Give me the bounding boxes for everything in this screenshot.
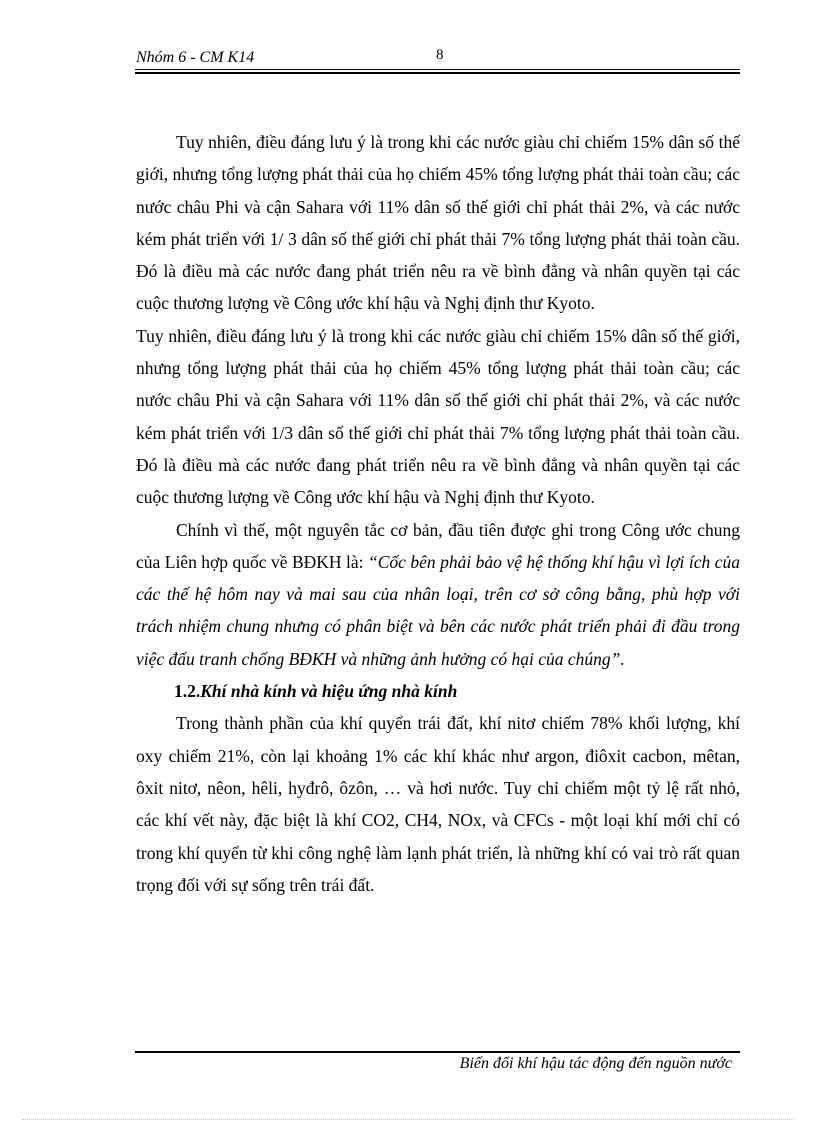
paragraph-2: Tuy nhiên, điều đáng lưu ý là trong khi các nước giàu chỉ chiếm 15% dân số thế giới, nhưng tổng lượng phát thải của họ chiếm 45% tổng lượng phát thải toàn cầu; các nước châu Phi và cận Sahara với 11% dân số thế giới chỉ phát thải 2%, và các nước kém phát triển với 1/3 dân số thế giới chỉ phát thải 7% tổng lượng phát thải toàn cầu. Đó là điều mà các nước đang phát triển nêu ra về bình đẳng và nhân quyền tại các cuộc thương lượng về Công ước khí hậu và Nghị định thư Kyoto. [136,325,740,508]
footer-title: Biến đổi khí hậu tác động đến nguồn nước [459,1055,732,1072]
document-body [136,126,740,901]
header-rule-thick [135,72,740,74]
unfccc-principle-quote: “Cốc bên phải bảo vệ hệ thống khí hậu vì lợi ích của các thế hệ hôm nay và mai sau của nhân loại, trên cơ sở công bằng, phù hợp với trách nhiệm chung nhưng có phân biệt và bên các nước phát triển phải đi đầu trong việc đấu tranh chống BĐKH và những ảnh hưởng có hại của chúng”. [136,551,740,669]
section-title: Khí nhà kính và hiệu ứng nhà kính [200,681,458,702]
paragraph-4: Trong thành phần của khí quyển trái đất, khí nitơ chiếm 78% khối lượng, khí oxy chiếm 21%, còn lại khoảng 1% các khí khác như argon, điôxit cacbon, mêtan, ôxit nitơ, nêon, hêli, hyđrô, ôzôn, … và hơi nước. Tuy chỉ chiếm một tỷ lệ rất nhỏ, các khí vết này, đặc biệt là khí CO2, CH4, NOx, và CFCs - một loại khí mới chỉ có trong khí quyển từ khi công nghệ làm lạnh phát triển, là những khí có vai trò rất quan trọng đối với sự sống trên trái đất. [136,713,740,895]
section-number: 1.2. [174,681,201,702]
footer-rule [135,1051,740,1053]
header-rule-thin [135,69,740,70]
paragraph-3 [136,514,740,675]
page-edge-dotted-line [22,1119,794,1120]
page-number: 8 [436,47,444,63]
paragraph-1: Tuy nhiên, điều đáng lưu ý là trong khi các nước giàu chỉ chiếm 15% dân số thế giới, nhưng tổng lượng phát thải của họ chiếm 45% tổng lượng phát thải toàn cầu; các nước châu Phi và cận Sahara với 11% dân số thế giới chỉ phát thải 2%, và các nước kém phát triển với 1/ 3 dân số thế giới chỉ phát thải 7% tổng lượng phát thải toàn cầu. Đó là điều mà các nước đang phát triển nêu ra về bình đẳng và nhân quyền tại các cuộc thương lượng về Công ước khí hậu và Nghị định thư Kyoto. [136,132,740,314]
header-group-label: Nhóm 6 - CM K14 [136,49,255,66]
paragraph-3-intro: Chính vì thế, một nguyên tắc cơ bản, đầu tiên được ghi trong Công ước chung của Liên hợp quốc về BĐKH là: [136,519,740,572]
section-heading [174,675,740,707]
